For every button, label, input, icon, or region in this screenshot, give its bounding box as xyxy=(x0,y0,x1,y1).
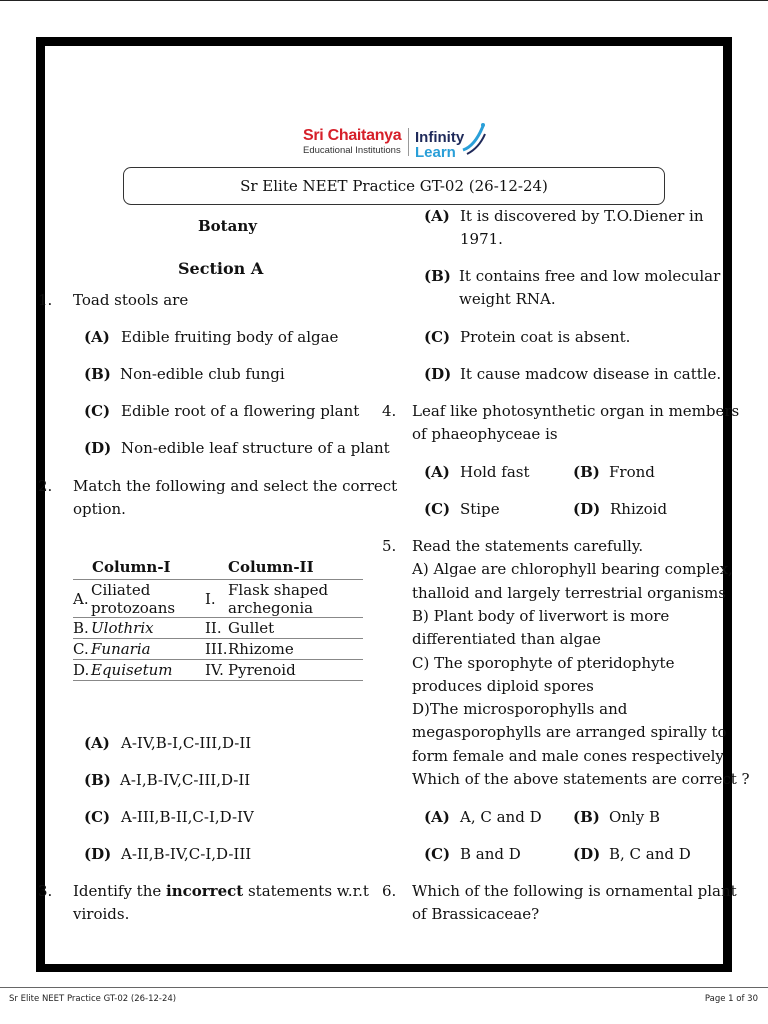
subject-heading: Botany xyxy=(198,217,257,235)
q1-number: 1. xyxy=(38,291,53,309)
q3-text-pre: Identify the xyxy=(73,882,162,900)
q3-option-letter: (A) xyxy=(424,207,450,225)
q3-option-text[interactable]: It is discovered by T.O.Diener in xyxy=(460,207,704,225)
q4-option-text[interactable]: Rhizoid xyxy=(610,500,668,518)
q1-option-text[interactable]: Non-edible club fungi xyxy=(120,365,285,383)
q2-option-text[interactable]: A-III,B-II,C-I,D-IV xyxy=(121,808,254,826)
table-row xyxy=(73,579,363,618)
row-label: D. xyxy=(73,661,90,679)
row-item: protozoans xyxy=(91,599,176,617)
q3-option-letter: (B) xyxy=(424,267,451,285)
q2-option-letter: (A) xyxy=(84,734,110,752)
q2-option-letter: (B) xyxy=(84,771,111,789)
q2-text: Match the following and select the correct xyxy=(73,477,398,495)
q5-option-letter: (D) xyxy=(573,845,601,863)
q3-text: viroids. xyxy=(73,905,130,923)
logo-subtitle: Educational Institutions xyxy=(303,145,401,156)
logo-learn: Learn xyxy=(415,144,456,161)
row-numeral: I. xyxy=(205,590,216,608)
q4-option-letter: (D) xyxy=(573,500,601,518)
q5-option-letter: (B) xyxy=(573,808,600,826)
q4-option-text[interactable]: Frond xyxy=(609,463,655,481)
q6-number: 6. xyxy=(382,882,397,900)
q5-line: megasporophylls are arranged spirally to xyxy=(412,723,727,741)
row-label: B. xyxy=(73,619,89,637)
section-heading: Section A xyxy=(178,259,264,278)
q3-option-text[interactable]: It cause madcow disease in cattle. xyxy=(460,365,722,383)
exam-title: Sr Elite NEET Practice GT-02 (26-12-24) xyxy=(123,167,665,205)
table-row xyxy=(73,617,363,639)
q1-option-text[interactable]: Edible root of a flowering plant xyxy=(121,402,360,420)
q2-option-text[interactable]: A-II,B-IV,C-I,D-III xyxy=(121,845,252,863)
q5-option-text[interactable]: B and D xyxy=(460,845,521,863)
q4-option-letter: (B) xyxy=(573,463,600,481)
q5-line: Which of the above statements are correct ? xyxy=(412,770,750,788)
q3-option-text[interactable]: Protein coat is absent. xyxy=(460,328,631,346)
q5-option-text[interactable]: Only B xyxy=(609,808,661,826)
row-numeral: II. xyxy=(205,619,222,637)
logo-separator xyxy=(408,128,409,156)
q1-option-text[interactable]: Non-edible leaf structure of a plant xyxy=(121,439,390,457)
q3-number: 3. xyxy=(38,882,53,900)
row-match: archegonia xyxy=(228,599,314,617)
q4-option-text[interactable]: Stipe xyxy=(460,500,500,518)
logo-infinity: Infinity xyxy=(415,129,465,146)
row-label: C. xyxy=(73,640,89,658)
q5-line: thalloid and largely terrestrial organisms xyxy=(412,584,726,602)
q3-option-letter: (C) xyxy=(424,328,451,346)
q4-option-letter: (A) xyxy=(424,463,450,481)
q5-number: 5. xyxy=(382,537,397,555)
logo-brand: Sri Chaitanya xyxy=(303,127,402,144)
q1-option-text[interactable]: Edible fruiting body of algae xyxy=(121,328,339,346)
q5-line: produces diploid spores xyxy=(412,677,594,695)
q1-option-letter: (D) xyxy=(84,439,112,457)
q3-text xyxy=(73,880,369,903)
row-item: Ciliated xyxy=(91,581,151,599)
q5-option-letter: (C) xyxy=(424,845,451,863)
table-header-col1: Column-I xyxy=(92,558,171,576)
q1-option-letter: (B) xyxy=(84,365,111,383)
row-match: Pyrenoid xyxy=(228,661,296,679)
q3-option-text[interactable]: weight RNA. xyxy=(459,290,556,308)
q6-text: Which of the following is ornamental plant xyxy=(412,882,737,900)
row-numeral: IV. xyxy=(205,661,224,679)
q5-line: Read the statements carefully. xyxy=(412,537,644,555)
row-label: A. xyxy=(73,590,89,608)
table-row xyxy=(73,638,363,660)
q5-line: D)The microsporophylls and xyxy=(412,700,628,718)
q3-option-letter: (D) xyxy=(424,365,452,383)
q2-text: option. xyxy=(73,500,126,518)
table-bottom-rule xyxy=(73,680,363,681)
row-match: Rhizome xyxy=(228,640,294,658)
q4-text: of phaeophyceae is xyxy=(412,425,558,443)
page-number: Page 1 of 30 xyxy=(704,994,758,1004)
logo xyxy=(303,116,493,162)
q2-option-text[interactable]: A-IV,B-I,C-III,D-II xyxy=(121,734,252,752)
q2-number: 2. xyxy=(38,477,53,495)
q5-option-letter: (A) xyxy=(424,808,450,826)
q5-option-text[interactable]: B, C and D xyxy=(609,845,691,863)
q3-text-post: statements w.r.t xyxy=(247,882,369,900)
q6-text: of Brassicaceae? xyxy=(412,905,540,923)
row-numeral: III. xyxy=(205,640,228,658)
q3-option-text[interactable]: It contains free and low molecular xyxy=(459,267,721,285)
q1-option-letter: (C) xyxy=(84,402,111,420)
q5-option-text[interactable]: A, C and D xyxy=(460,808,542,826)
q4-option-letter: (C) xyxy=(424,500,451,518)
swoosh-icon xyxy=(461,120,487,156)
row-item: Equisetum xyxy=(91,661,173,679)
q4-option-text[interactable]: Hold fast xyxy=(460,463,530,481)
row-item: Ulothrix xyxy=(91,619,154,637)
footer-title: Sr Elite NEET Practice GT-02 (26-12-24) xyxy=(9,994,177,1004)
q2-option-letter: (D) xyxy=(84,845,112,863)
table-row xyxy=(73,659,363,681)
top-rule xyxy=(0,0,768,1)
row-match: Flask shaped xyxy=(228,581,329,599)
q2-option-letter: (C) xyxy=(84,808,111,826)
q5-line: C) The sporophyte of pteridophyte xyxy=(412,654,675,672)
row-item: Funaria xyxy=(91,640,151,658)
q1-option-letter: (A) xyxy=(84,328,110,346)
q4-text: Leaf like photosynthetic organ in members xyxy=(412,402,740,420)
q3-option-text[interactable]: 1971. xyxy=(460,230,503,248)
footer-rule xyxy=(0,987,768,988)
q5-line: A) Algae are chlorophyll bearing complex, xyxy=(412,560,733,578)
q5-line: B) Plant body of liverwort is more xyxy=(412,607,670,625)
q5-line: form female and male cones respectively xyxy=(412,747,724,765)
q1-text: Toad stools are xyxy=(73,291,189,309)
q5-line: differentiated than algae xyxy=(412,630,601,648)
q4-number: 4. xyxy=(382,402,397,420)
q3-text-bold: incorrect xyxy=(166,882,244,900)
table-header-col2: Column-II xyxy=(228,558,314,576)
q2-option-text[interactable]: A-I,B-IV,C-III,D-II xyxy=(120,771,251,789)
row-match: Gullet xyxy=(228,619,275,637)
page-content xyxy=(38,46,750,964)
